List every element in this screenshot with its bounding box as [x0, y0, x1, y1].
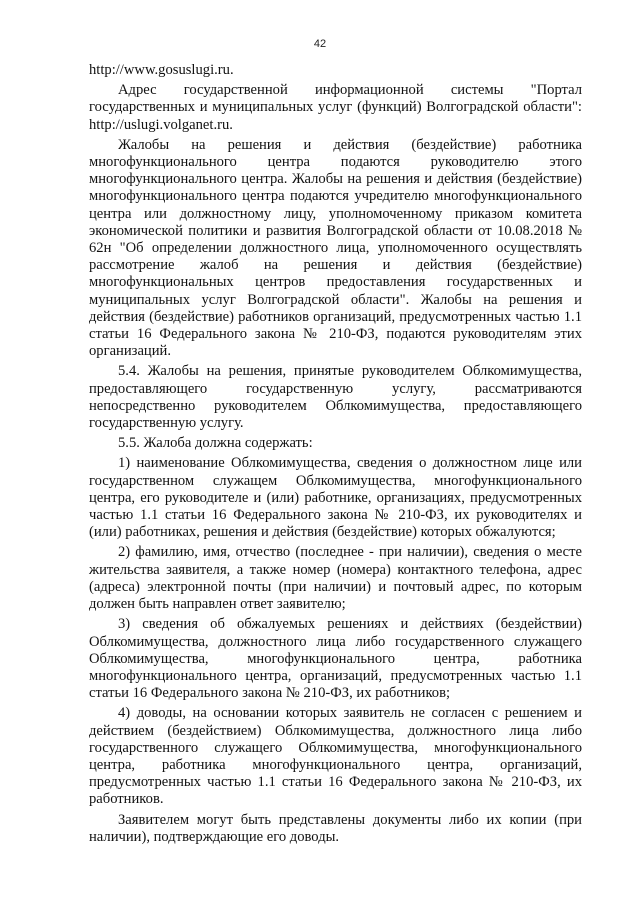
list-item-2: 2) фамилию, имя, отчество (последнее - при наличии), сведения о месте жительства заявителя, а также номер (номера) контактного телефона, адрес (адреса) электронной почты (при наличии) и почтовый адрес, по которым должен быть направлен ответ заявителю; — [89, 544, 582, 613]
document-body — [89, 62, 582, 849]
paragraph-url: http://www.gosuslugi.ru. — [89, 62, 234, 78]
page-number: 42 — [313, 38, 327, 50]
paragraph-portal-address: Адрес государственной информационной системы "Портал государственных и муниципальных услуг (функций) Волгоградской области": http://uslugi.volganet.ru. — [89, 82, 582, 133]
list-item-1: 1) наименование Облкомимущества, сведения о должностном лице или государственном служащем Облкомимущества, многофункционального центра, его руководителе и (или) работнике, организациях, предусмотренных частью 1.1 статьи 16 Федерального закона № 210-ФЗ, их руководителях и (или) работниках, решения и действия (бездействие) которых обжалуются; — [89, 455, 582, 541]
paragraph-5-4: 5.4. Жалобы на решения, принятые руководителем Облкомимущества, предоставляющего государственную услугу, рассматриваются непосредственно руководителем Облкомимущества, предоставляющего государственную услугу. — [89, 363, 582, 432]
paragraph-complaints-mfc: Жалобы на решения и действия (бездействие) работника многофункционального центра подаются руководителю этого многофункционального центра. Жалобы на решения и действия (бездействие) многофункционального центра подаются учредителю многофункционального центра или должностному лицу, уполномоченному приказом комитета экономической политики и развития Волгоградской области от 10.08.2018 № 62н "Об определении должностного лица, уполномоченного осуществлять рассмотрение жалоб на решения и действия (бездействие) многофункциональных центров предоставления государственных и муниципальных услуг Волгоградской области". Жалобы на решения и действия (бездействие) работников организаций, предусмотренных частью 1.1 статьи 16 Федерального закона № 210-ФЗ, подаются руководителям этих организаций. — [89, 136, 582, 360]
list-item-4: 4) доводы, на основании которых заявитель не согласен с решением и действием (бездействием) Облкомимущества, должностного лица либо государственного служащего Облкомимущества, многофункционального центра, работника многофункционального центра, организаций, предусмотренных частью 1.1 статьи 16 Федерального закона № 210-ФЗ, их работников. — [89, 705, 582, 808]
paragraph-5-5: 5.5. Жалоба должна содержать: — [118, 435, 313, 452]
paragraph-documents: Заявителем могут быть представлены документы либо их копии (при наличии), подтверждающие его доводы. — [89, 811, 582, 845]
list-item-3: 3) сведения об обжалуемых решениях и действиях (бездействии) Облкомимущества, должностного лица либо государственного служащего Облкомимущества, многофункционального центра, работника многофункционального центра, организаций, предусмотренных частью 1.1 статьи 16 Федерального закона № 210-ФЗ, их работников; — [89, 616, 582, 702]
